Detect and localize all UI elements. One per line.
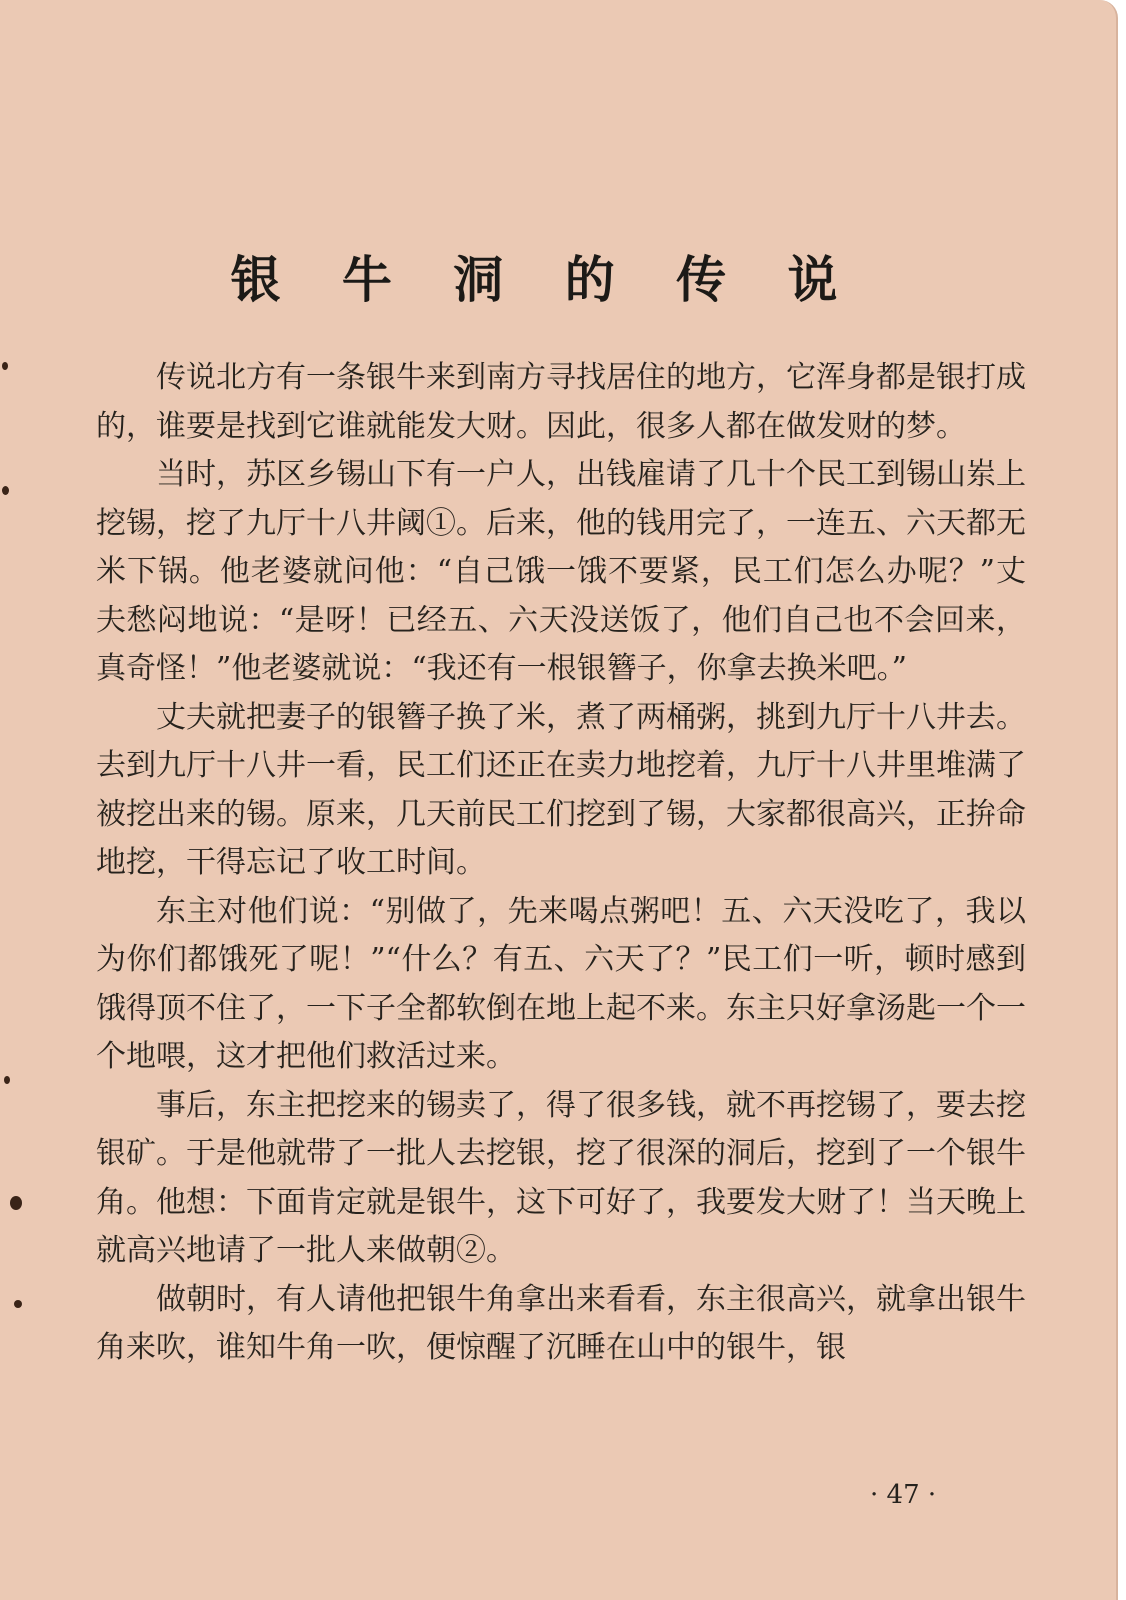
binding-mark	[2, 362, 8, 370]
binding-mark	[2, 486, 9, 495]
binding-mark	[14, 1300, 22, 1308]
paragraph-3: 丈夫就把妻子的银簪子换了米，煮了两桶粥，挑到九厅十八井去。去到九厅十八井一看，民工们还正在卖力地挖着，九厅十八井里堆满了被挖出来的锡。原来，几天前民工们挖到了锡，大家都很高兴，正拚命地挖，干得忘记了收工时间。	[96, 699, 1026, 880]
page-title: 银 牛 洞 的 传 说	[230, 250, 860, 309]
paragraph-4: 东主对他们说：“别做了，先来喝点粥吧！五、六天没吃了，我以为你们都饿死了呢！”“什么？有五、六天了？”民工们一听，顿时感到饿得顶不住了，一下子全都软倒在地上起不来。东主只好拿汤匙一个一个地喂，这才把他们救活过来。	[96, 893, 1026, 1074]
binding-mark	[4, 1076, 10, 1084]
binding-mark	[10, 1196, 22, 1210]
paragraph-2: 当时，苏区乡锡山下有一户人，出钱雇请了几十个民工到锡山岽上挖锡，挖了九厅十八井阈①。后来，他的钱用完了，一连五、六天都无米下锅。他老婆就问他：“自己饿一饿不要紧，民工们怎么办呢？”丈夫愁闷地说：“是呀！已经五、六天没送饭了，他们自己也不会回来，真奇怪！”他老婆就说：“我还有一根银簪子，你拿去换米吧。”	[96, 457, 1026, 686]
page-number: · 47 ·	[870, 1480, 937, 1510]
paragraph-5: 事后，东主把挖来的锡卖了，得了很多钱，就不再挖锡了，要去挖银矿。于是他就带了一批人去挖银，挖了很深的洞后，挖到了一个银牛角。他想：下面肯定就是银牛，这下可好了，我要发大财了！当天晚上就高兴地请了一批人来做朝②。	[96, 1087, 1026, 1268]
paragraph-1: 传说北方有一条银牛来到南方寻找居住的地方，它浑身都是银打成的，谁要是找到它谁就能发大财。因此，很多人都在做发财的梦。	[96, 360, 1026, 444]
paragraph-6: 做朝时，有人请他把银牛角拿出来看看，东主很高兴，就拿出银牛角来吹，谁知牛角一吹，便惊醒了沉睡在山中的银牛，银	[96, 1281, 1026, 1365]
story-body	[96, 354, 1026, 1373]
